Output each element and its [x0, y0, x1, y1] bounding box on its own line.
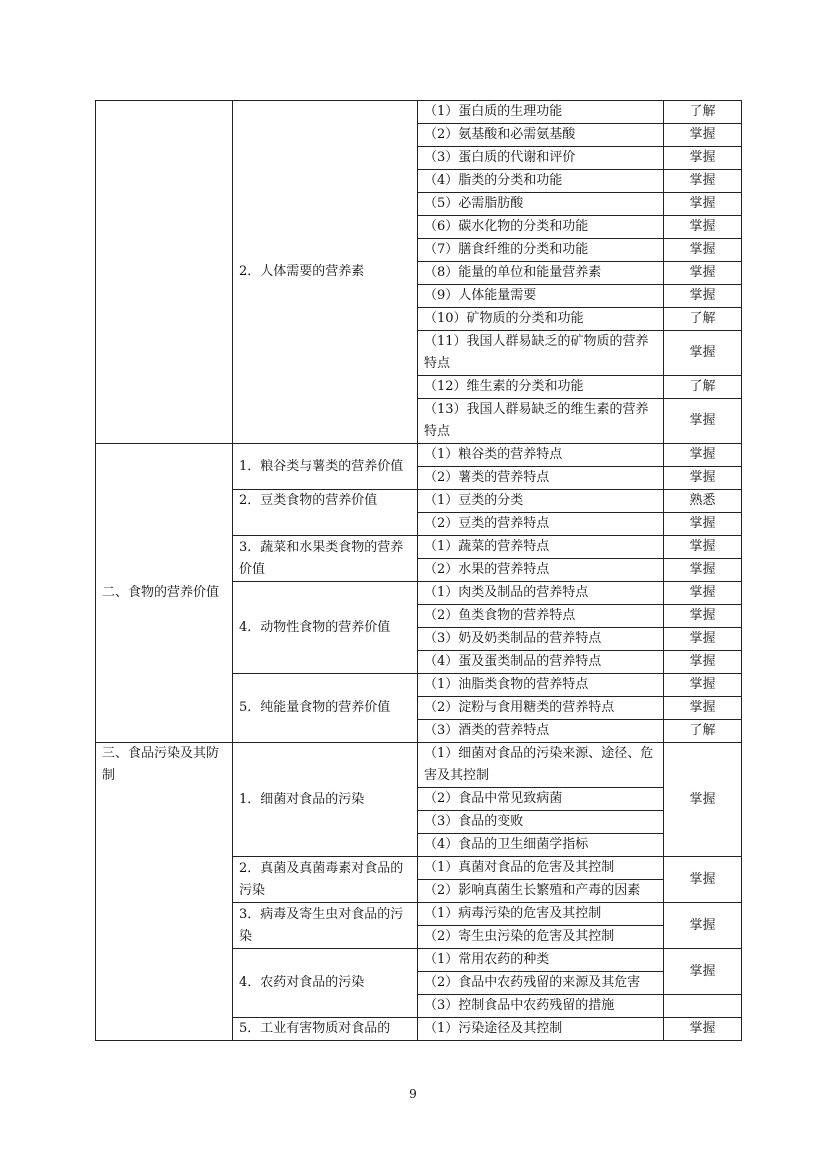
topic-cell: 2．人体需要的营养素 [233, 101, 418, 444]
content-cell: （1）污染途径及其控制 [418, 1018, 664, 1041]
topic-cell: 4．动物性食物的营养价值 [233, 582, 418, 674]
content-cell: （4）蛋及蛋类制品的营养特点 [418, 651, 664, 674]
content-cell: （1）蛋白质的生理功能 [418, 101, 664, 124]
level-cell: 掌握 [664, 605, 742, 628]
topic-cell: 5．工业有害物质对食品的 [233, 1018, 418, 1041]
topic-cell: 5．纯能量食物的营养价值 [233, 674, 418, 743]
content-cell: （1）常用农药的种类 [418, 949, 664, 972]
content-cell: （7）膳食纤维的分类和功能 [418, 239, 664, 262]
content-cell: （10）矿物质的分类和功能 [418, 308, 664, 331]
level-cell: 掌握 [664, 239, 742, 262]
level-cell: 掌握 [664, 582, 742, 605]
table-row [96, 444, 742, 467]
content-cell: （4）食品的卫生细菌学指标 [418, 834, 664, 857]
content-cell: （2）食品中常见致病菌 [418, 788, 664, 811]
level-cell: 掌握 [664, 536, 742, 559]
topic-cell: 1．细菌对食品的污染 [233, 743, 418, 857]
content-cell: （1）油脂类食物的营养特点 [418, 674, 664, 697]
level-cell: 掌握 [664, 124, 742, 147]
level-cell: 掌握 [664, 949, 742, 995]
topic-cell: 2．豆类食物的营养价值 [233, 490, 418, 536]
topic-cell: 2．真菌及真菌毒素对食品的污染 [233, 857, 418, 903]
level-cell: 掌握 [664, 743, 742, 857]
level-cell: 了解 [664, 376, 742, 399]
level-cell: 掌握 [664, 285, 742, 308]
page-number: 9 [409, 1087, 417, 1101]
level-cell: 掌握 [664, 903, 742, 949]
level-cell: 掌握 [664, 628, 742, 651]
level-cell: 了解 [664, 308, 742, 331]
content-cell: （11）我国人群易缺乏的矿物质的营养特点 [418, 331, 664, 376]
level-cell: 了解 [664, 101, 742, 124]
content-cell: （1）病毒污染的危害及其控制 [418, 903, 664, 926]
table-row [96, 101, 742, 124]
table-row [96, 743, 742, 788]
level-cell: 熟悉 [664, 490, 742, 513]
content-cell: （1）细菌对食品的污染来源、途径、危害及其控制 [418, 743, 664, 788]
level-cell: 掌握 [664, 216, 742, 239]
level-cell: 掌握 [664, 1018, 742, 1041]
content-cell: （2）薯类的营养特点 [418, 467, 664, 490]
content-cell: （1）肉类及制品的营养特点 [418, 582, 664, 605]
content-cell: （1）粮谷类的营养特点 [418, 444, 664, 467]
content-cell: （2）豆类的营养特点 [418, 513, 664, 536]
content-cell: （1）蔬菜的营养特点 [418, 536, 664, 559]
content-cell: （3）食品的变败 [418, 811, 664, 834]
level-cell: 掌握 [664, 399, 742, 444]
content-cell: （2）氨基酸和必需氨基酸 [418, 124, 664, 147]
section-cell: 二、食物的营养价值 [96, 444, 233, 743]
topic-cell: 3．蔬菜和水果类食物的营养价值 [233, 536, 418, 582]
content-cell: （6）碳水化物的分类和功能 [418, 216, 664, 239]
content-cell: （2）食品中农药残留的来源及其危害 [418, 972, 664, 995]
content-cell: （2）寄生虫污染的危害及其控制 [418, 926, 664, 949]
content-cell: （3）奶及奶类制品的营养特点 [418, 628, 664, 651]
content-cell: （4）脂类的分类和功能 [418, 170, 664, 193]
level-cell: 掌握 [664, 331, 742, 376]
syllabus-table [95, 100, 742, 1041]
content-cell: （9）人体能量需要 [418, 285, 664, 308]
level-cell: 掌握 [664, 467, 742, 490]
content-cell: （5）必需脂肪酸 [418, 193, 664, 216]
level-cell: 掌握 [664, 147, 742, 170]
level-cell: 掌握 [664, 857, 742, 903]
level-cell: 掌握 [664, 651, 742, 674]
section-cell: 三、食品污染及其防制 [96, 743, 233, 1041]
content-cell: （2）影响真菌生长繁殖和产毒的因素 [418, 880, 664, 903]
content-cell: （12）维生素的分类和功能 [418, 376, 664, 399]
level-cell: 掌握 [664, 170, 742, 193]
level-cell: 掌握 [664, 262, 742, 285]
topic-cell: 3．病毒及寄生虫对食品的污染 [233, 903, 418, 949]
level-cell: 了解 [664, 720, 742, 743]
content-cell: （13）我国人群易缺乏的维生素的营养特点 [418, 399, 664, 444]
level-cell: 掌握 [664, 697, 742, 720]
topic-cell: 4．农药对食品的污染 [233, 949, 418, 1018]
level-cell [664, 995, 742, 1018]
level-cell: 掌握 [664, 674, 742, 697]
level-cell: 掌握 [664, 193, 742, 216]
content-cell: （3）控制食品中农药残留的措施 [418, 995, 664, 1018]
topic-cell: 1．粮谷类与薯类的营养价值 [233, 444, 418, 490]
content-cell: （1）豆类的分类 [418, 490, 664, 513]
content-cell: （1）真菌对食品的危害及其控制 [418, 857, 664, 880]
content-cell: （3）蛋白质的代谢和评价 [418, 147, 664, 170]
level-cell: 掌握 [664, 444, 742, 467]
level-cell: 掌握 [664, 559, 742, 582]
content-cell: （2）水果的营养特点 [418, 559, 664, 582]
level-cell: 掌握 [664, 513, 742, 536]
section-cell [96, 101, 233, 444]
content-cell: （2）鱼类食物的营养特点 [418, 605, 664, 628]
content-cell: （2）淀粉与食用糖类的营养特点 [418, 697, 664, 720]
syllabus-table-body [96, 101, 742, 1041]
content-cell: （3）酒类的营养特点 [418, 720, 664, 743]
content-cell: （8）能量的单位和能量营养素 [418, 262, 664, 285]
